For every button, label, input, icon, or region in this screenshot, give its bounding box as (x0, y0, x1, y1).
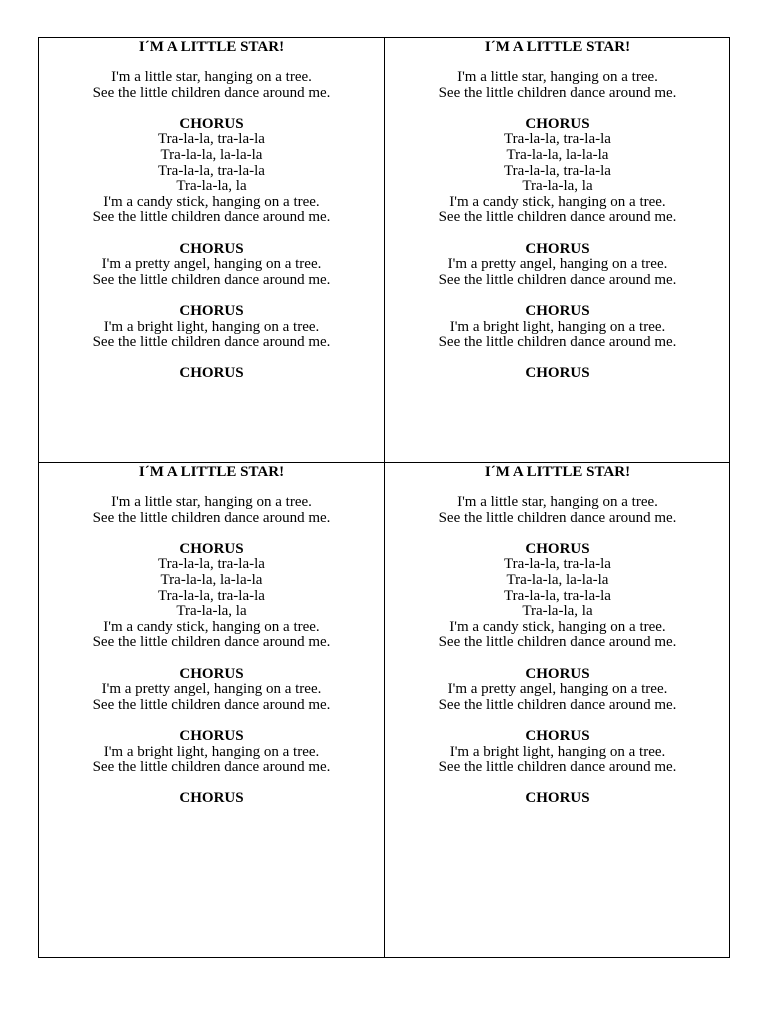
verse-line: I'm a bright light, hanging on a tree. (449, 743, 666, 760)
chorus-label: CHORUS (525, 665, 590, 682)
verse-line: I'm a bright light, hanging on a tree. (449, 318, 666, 335)
chorus-line: Tra-la-la, la-la-la (506, 571, 609, 588)
chorus-line: Tra-la-la, tra-la-la (504, 556, 611, 573)
chorus-line: Tra-la-la, la-la-la (160, 146, 263, 163)
chorus-line: Tra-la-la, tra-la-la (158, 162, 265, 179)
chorus-label: CHORUS (525, 365, 590, 382)
verse-line: See the little children dance around me. (92, 271, 331, 288)
chorus-line: Tra-la-la, la (176, 603, 247, 620)
verse-line: See the little children dance around me. (438, 209, 677, 226)
chorus-line: Tra-la-la, la-la-la (506, 146, 609, 163)
chorus-label: CHORUS (179, 115, 244, 132)
verse-line: See the little children dance around me. (92, 759, 331, 776)
chorus-label: CHORUS (525, 727, 590, 744)
lyrics-card-bottom-right (385, 463, 730, 957)
song-title: I´M A LITTLE STAR! (484, 464, 631, 480)
chorus-label: CHORUS (525, 540, 590, 557)
chorus-line: Tra-la-la, la (522, 603, 593, 620)
verse-line: I'm a little star, hanging on a tree. (111, 494, 312, 510)
song-title: I´M A LITTLE STAR! (138, 464, 285, 480)
verse-line: I'm a bright light, hanging on a tree. (103, 318, 320, 335)
verse-line: See the little children dance around me. (438, 759, 677, 776)
chorus-line: Tra-la-la, la (176, 178, 247, 195)
verse-line: See the little children dance around me. (92, 634, 331, 651)
chorus-label: CHORUS (179, 665, 244, 682)
chorus-label: CHORUS (525, 115, 590, 132)
chorus-line: Tra-la-la, la (522, 178, 593, 195)
verse-line: I'm a candy stick, hanging on a tree. (103, 193, 320, 210)
verse-line: See the little children dance around me. (438, 509, 677, 526)
verse-line: I'm a candy stick, hanging on a tree. (449, 618, 666, 635)
chorus-label: CHORUS (525, 790, 590, 807)
verse-line: See the little children dance around me. (92, 334, 331, 351)
lyrics-card-top-right (385, 38, 730, 463)
lyrics-card-top-left (39, 38, 385, 463)
verse-line: I'm a little star, hanging on a tree. (111, 69, 312, 85)
chorus-label: CHORUS (179, 365, 244, 382)
verse-line: See the little children dance around me. (92, 84, 331, 101)
verse-line: See the little children dance around me. (438, 696, 677, 713)
song-title: I´M A LITTLE STAR! (484, 39, 631, 55)
chorus-label: CHORUS (179, 790, 244, 807)
verse-line: See the little children dance around me. (92, 696, 331, 713)
verse-line: See the little children dance around me. (438, 84, 677, 101)
verse-line: I'm a little star, hanging on a tree. (457, 69, 658, 85)
chorus-line: Tra-la-la, tra-la-la (504, 162, 611, 179)
chorus-label: CHORUS (179, 240, 244, 257)
verse-line: See the little children dance around me. (438, 634, 677, 651)
chorus-line: Tra-la-la, tra-la-la (504, 131, 611, 148)
chorus-line: Tra-la-la, tra-la-la (504, 587, 611, 604)
verse-line: I'm a pretty angel, hanging on a tree. (101, 681, 322, 698)
chorus-line: Tra-la-la, tra-la-la (158, 556, 265, 573)
verse-line: See the little children dance around me. (438, 271, 677, 288)
verse-line: See the little children dance around me. (92, 509, 331, 526)
chorus-label: CHORUS (525, 302, 590, 319)
verse-line: I'm a pretty angel, hanging on a tree. (447, 681, 668, 698)
verse-line: I'm a pretty angel, hanging on a tree. (447, 256, 668, 273)
lyrics-sheet (38, 37, 730, 958)
verse-line: See the little children dance around me. (92, 209, 331, 226)
verse-line: See the little children dance around me. (438, 334, 677, 351)
song-title: I´M A LITTLE STAR! (138, 39, 285, 55)
lyrics-card-bottom-left (39, 463, 385, 957)
verse-line: I'm a bright light, hanging on a tree. (103, 743, 320, 760)
chorus-label: CHORUS (179, 727, 244, 744)
chorus-label: CHORUS (179, 302, 244, 319)
verse-line: I'm a little star, hanging on a tree. (457, 494, 658, 510)
chorus-line: Tra-la-la, la-la-la (160, 571, 263, 588)
verse-line: I'm a candy stick, hanging on a tree. (103, 618, 320, 635)
chorus-line: Tra-la-la, tra-la-la (158, 131, 265, 148)
chorus-label: CHORUS (525, 240, 590, 257)
verse-line: I'm a pretty angel, hanging on a tree. (101, 256, 322, 273)
verse-line: I'm a candy stick, hanging on a tree. (449, 193, 666, 210)
chorus-line: Tra-la-la, tra-la-la (158, 587, 265, 604)
chorus-label: CHORUS (179, 540, 244, 557)
